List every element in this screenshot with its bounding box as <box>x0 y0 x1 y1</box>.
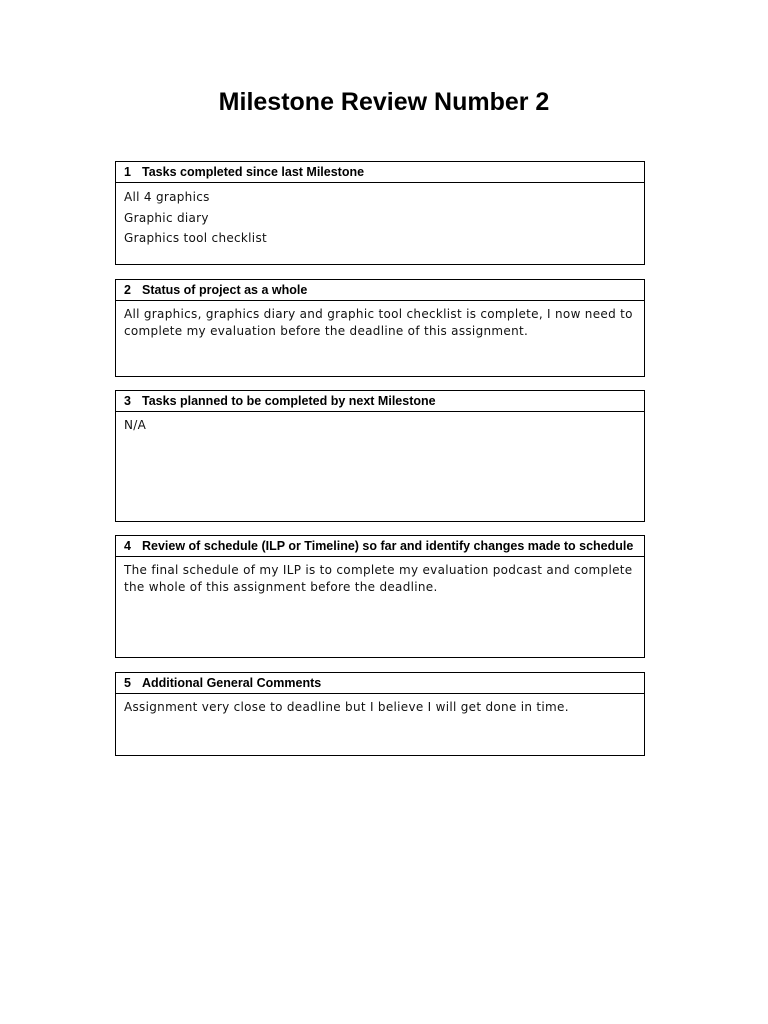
section-title: Tasks completed since last Milestone <box>142 165 365 179</box>
section-header <box>116 536 644 557</box>
section-number: 3 <box>124 394 131 408</box>
section-schedule-review <box>115 535 645 658</box>
section-number: 4 <box>124 539 131 553</box>
section-additional-comments <box>115 672 645 756</box>
section-tasks-planned <box>115 390 645 522</box>
section-body <box>116 557 644 596</box>
section-body <box>116 183 644 249</box>
section-body <box>116 694 644 716</box>
section-title: Review of schedule (ILP or Timeline) so far and identify changes made to schedule <box>142 539 634 553</box>
section-title: Additional General Comments <box>142 676 322 690</box>
task-line: Graphics tool checklist <box>124 231 268 245</box>
section-header <box>116 162 644 183</box>
section-text: N/A <box>124 418 147 432</box>
section-header <box>116 280 644 301</box>
section-number: 5 <box>124 676 131 690</box>
section-number: 2 <box>124 283 131 297</box>
section-project-status <box>115 279 645 377</box>
section-title: Status of project as a whole <box>142 283 308 297</box>
task-line: Graphic diary <box>124 210 209 225</box>
section-tasks-completed <box>115 161 645 265</box>
task-line: All 4 graphics <box>124 190 210 204</box>
section-header <box>116 673 644 694</box>
section-header <box>116 391 644 412</box>
section-number: 1 <box>124 165 131 179</box>
section-text: All graphics, graphics diary and graphic tool checklist is complete, I now need to complete my evaluation before the deadline of this assignment. <box>124 307 633 338</box>
section-title: Tasks planned to be completed by next Milestone <box>142 394 436 408</box>
page-title: Milestone Review Number 2 <box>218 88 550 116</box>
section-body <box>116 412 644 434</box>
section-text: Assignment very close to deadline but I believe I will get done in time. <box>124 700 569 714</box>
section-text: The final schedule of my ILP is to complete my evaluation podcast and complete the whole of this assignment before the deadline. <box>124 563 633 594</box>
section-body <box>116 301 644 340</box>
